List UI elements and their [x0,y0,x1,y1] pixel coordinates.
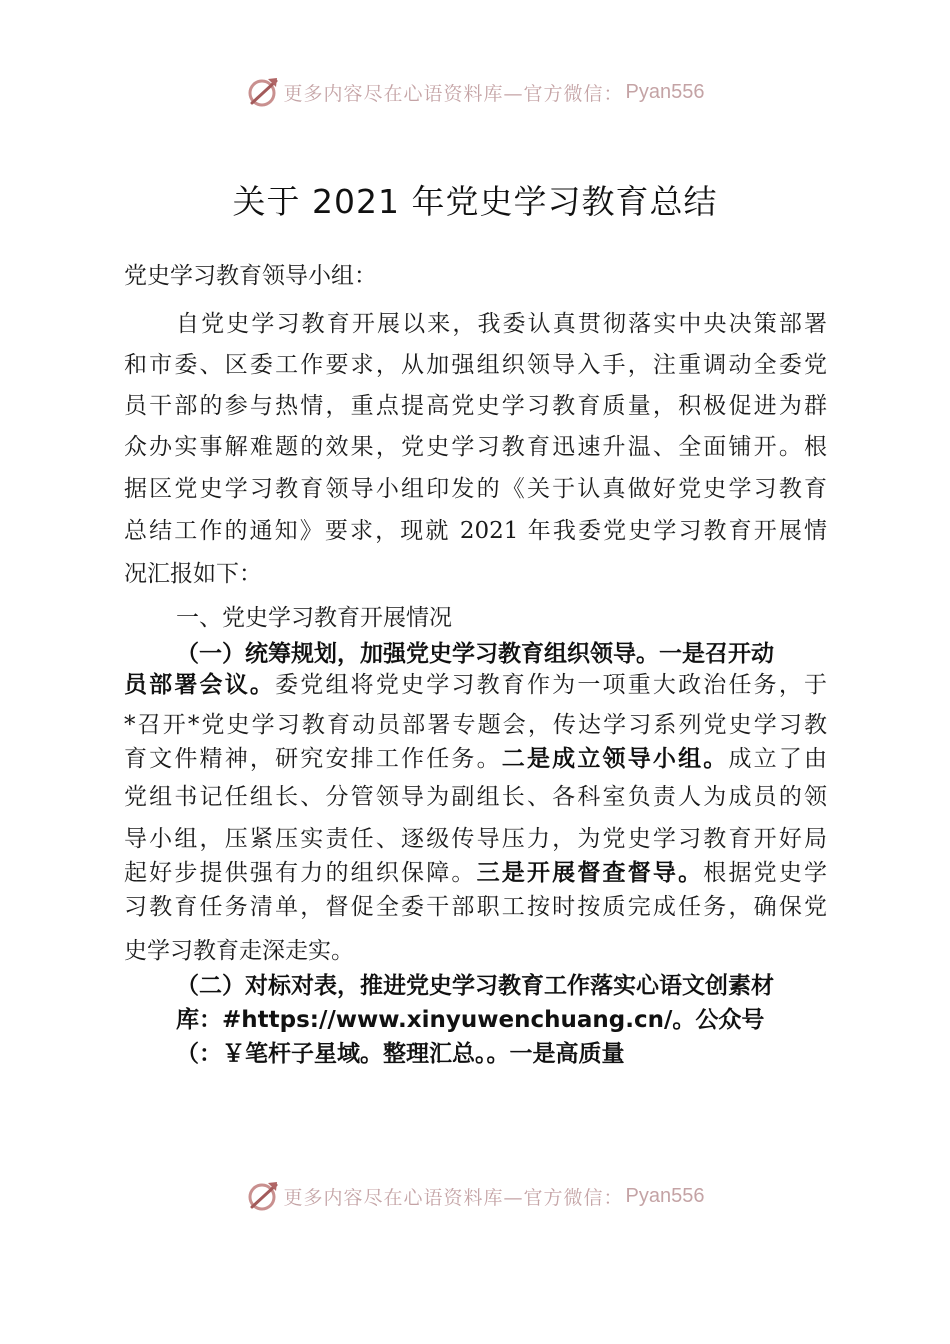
sub1-line7-pre: 起好步提供强有力的组织保障。 [124,860,477,886]
brush-logo-icon [246,75,280,109]
sub1-heading-line2-bold: 员部署会议。 [124,672,276,698]
sub1-line4-post: 成立了由 [728,746,828,772]
brush-logo-icon [246,1179,280,1213]
sub1-line7 [124,859,827,887]
intro-line-6: 总结工作的通知》要求，现就 2021 年我委党史学习教育开展情 [124,518,827,544]
intro-line-3: 员干部的参与热情，重点提高党史学习教育质量，积极促进为群 [124,393,827,419]
sub1-line2-rest: 委党组将党史学习教育作为一项重大政治任务，于 [275,672,828,698]
banner-wechat-id: Pyan556 [625,1184,705,1207]
banner-text: 更多内容尽在心语资料库—官方微信： [283,1186,624,1209]
intro-line-2: 和市委、区委工作要求，从加强组织领导入手，注重调动全委党 [124,352,827,378]
sub1-line6: 导小组，压紧压实责任、逐级传导压力，为党史学习教育开好局 [124,826,827,852]
banner-wechat-id: Pyan556 [625,80,705,103]
sub2-line2: 库：#https://www.xinyuwenchuang.cn/。公众号 [176,1007,765,1033]
sub1-line7-bold: 三是开展督查督导。 [476,860,704,886]
intro-line-4: 众办实事解难题的效果，党史学习教育迅速升温、全面铺开。根 [124,434,827,460]
sub1-line7-post: 根据党史学 [703,860,828,886]
intro-line-5: 据区党史学习教育领导小组印发的《关于认真做好党史学习教育 [124,476,827,502]
footer-watermark [0,1176,950,1216]
sub1-line4-bold: 二是成立领导小组。 [501,746,729,772]
banner-text: 更多内容尽在心语资料库—官方微信： [283,82,624,105]
intro-line-7: 况汇报如下： [124,561,262,587]
document-title: 关于 2021 年党史学习教育总结 [232,182,718,221]
sub1-line4-pre: 育文件精神，研究安排工作任务。 [124,746,502,772]
header-watermark [0,72,950,112]
sub2-line1: （二）对标对表，推进党史学习教育工作落实心语文创素材 [176,973,774,999]
sub2-line3: （：￥笔杆子星域。整理汇总。。一是高质量 [176,1041,625,1067]
salutation: 党史学习教育领导小组： [124,263,377,289]
intro-line-1: 自党史学习教育开展以来，我委认真贯彻落实中央决策部署 [176,311,827,337]
sub1-line2 [124,671,827,699]
sub1-line4 [124,745,827,773]
sub1-heading-line1: （一）统筹规划，加强党史学习教育组织领导。一是召开动 [176,641,774,667]
section1-heading: 一、党史学习教育开展情况 [176,605,452,631]
sub1-line3: *召开*党史学习教育动员部署专题会，传达学习系列党史学习教 [124,712,827,738]
sub1-line9: 史学习教育走深走实。 [124,938,354,964]
sub1-line5: 党组书记任组长、分管领导为副组长、各科室负责人为成员的领 [124,784,827,810]
sub1-line8: 习教育任务清单，督促全委干部职工按时按质完成任务，确保党 [124,894,827,920]
